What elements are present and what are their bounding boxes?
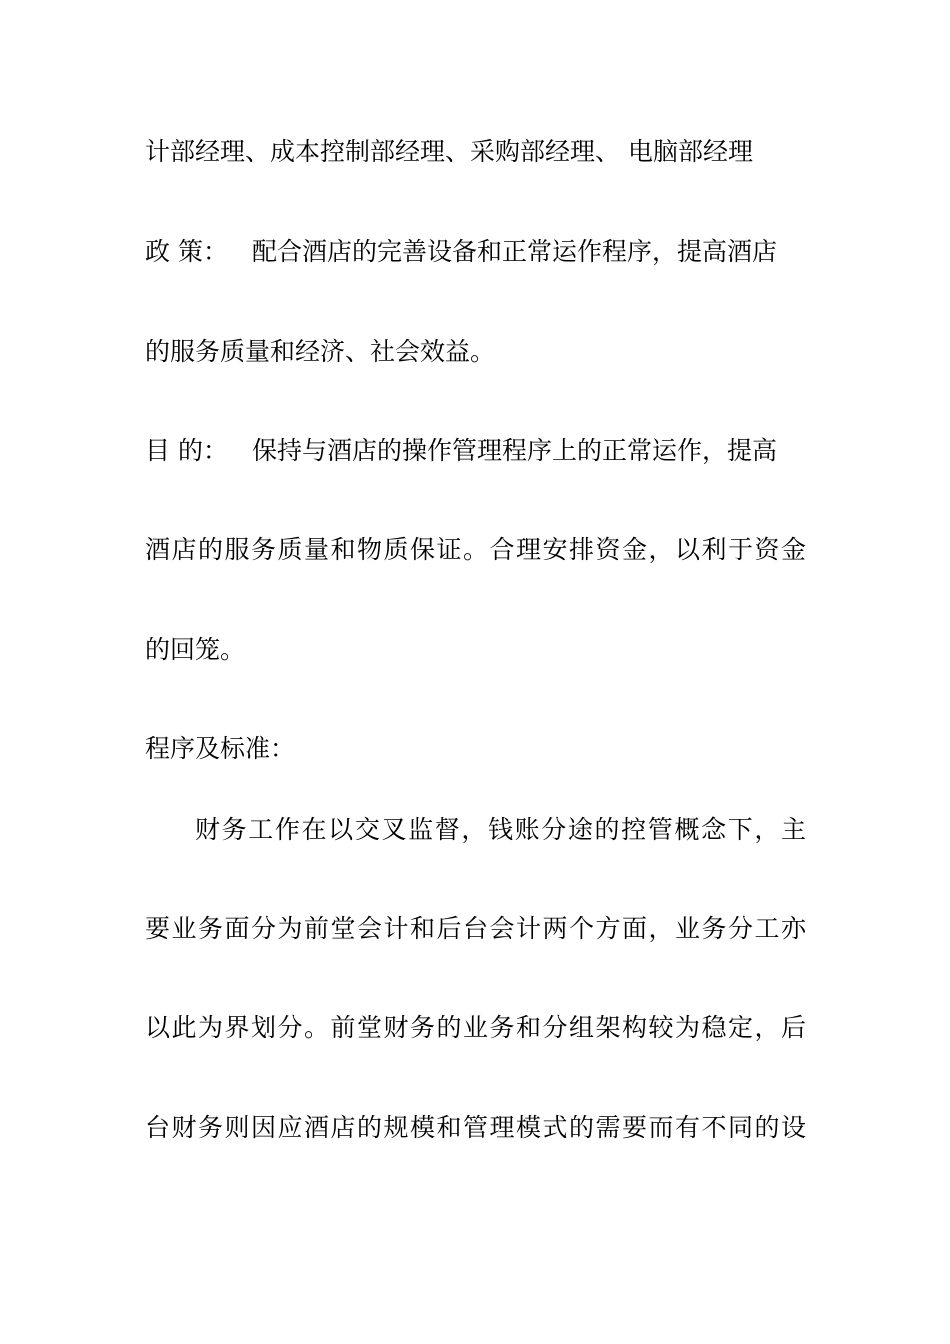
text-line-8: 财务工作在以交叉监督，钱账分途的控管概念下，主 <box>195 815 806 844</box>
policy-label: 政 策： <box>145 237 228 266</box>
purpose-label: 目 的： <box>145 436 228 465</box>
text-line-1: 计部经理、成本控制部经理、采购部经理、 电脑部经理 <box>145 137 753 166</box>
section-heading: 程序及标准： <box>145 734 296 763</box>
text-line-5: 酒店的服务质量和物质保证。合理安排资金，以利于资金 <box>145 535 806 564</box>
policy-line <box>145 232 815 272</box>
text-line-6: 的回笼。 <box>145 635 246 664</box>
text-line-9: 要业务面分为前堂会计和后台会计两个方面，业务分工亦 <box>145 914 806 943</box>
purpose-text: 保持与酒店的操作管理程序上的正常运作，提高 <box>252 436 778 465</box>
text-line-3: 的服务质量和经济、社会效益。 <box>145 337 496 366</box>
purpose-line <box>145 431 815 471</box>
text-line-11: 台财务则因应酒店的规模和管理模式的需要而有不同的设 <box>145 1113 806 1142</box>
policy-text: 配合酒店的完善设备和正常运作程序，提高酒店 <box>252 237 778 266</box>
text-line-10: 以此为界划分。前堂财务的业务和分组架构较为稳定，后 <box>145 1013 806 1042</box>
